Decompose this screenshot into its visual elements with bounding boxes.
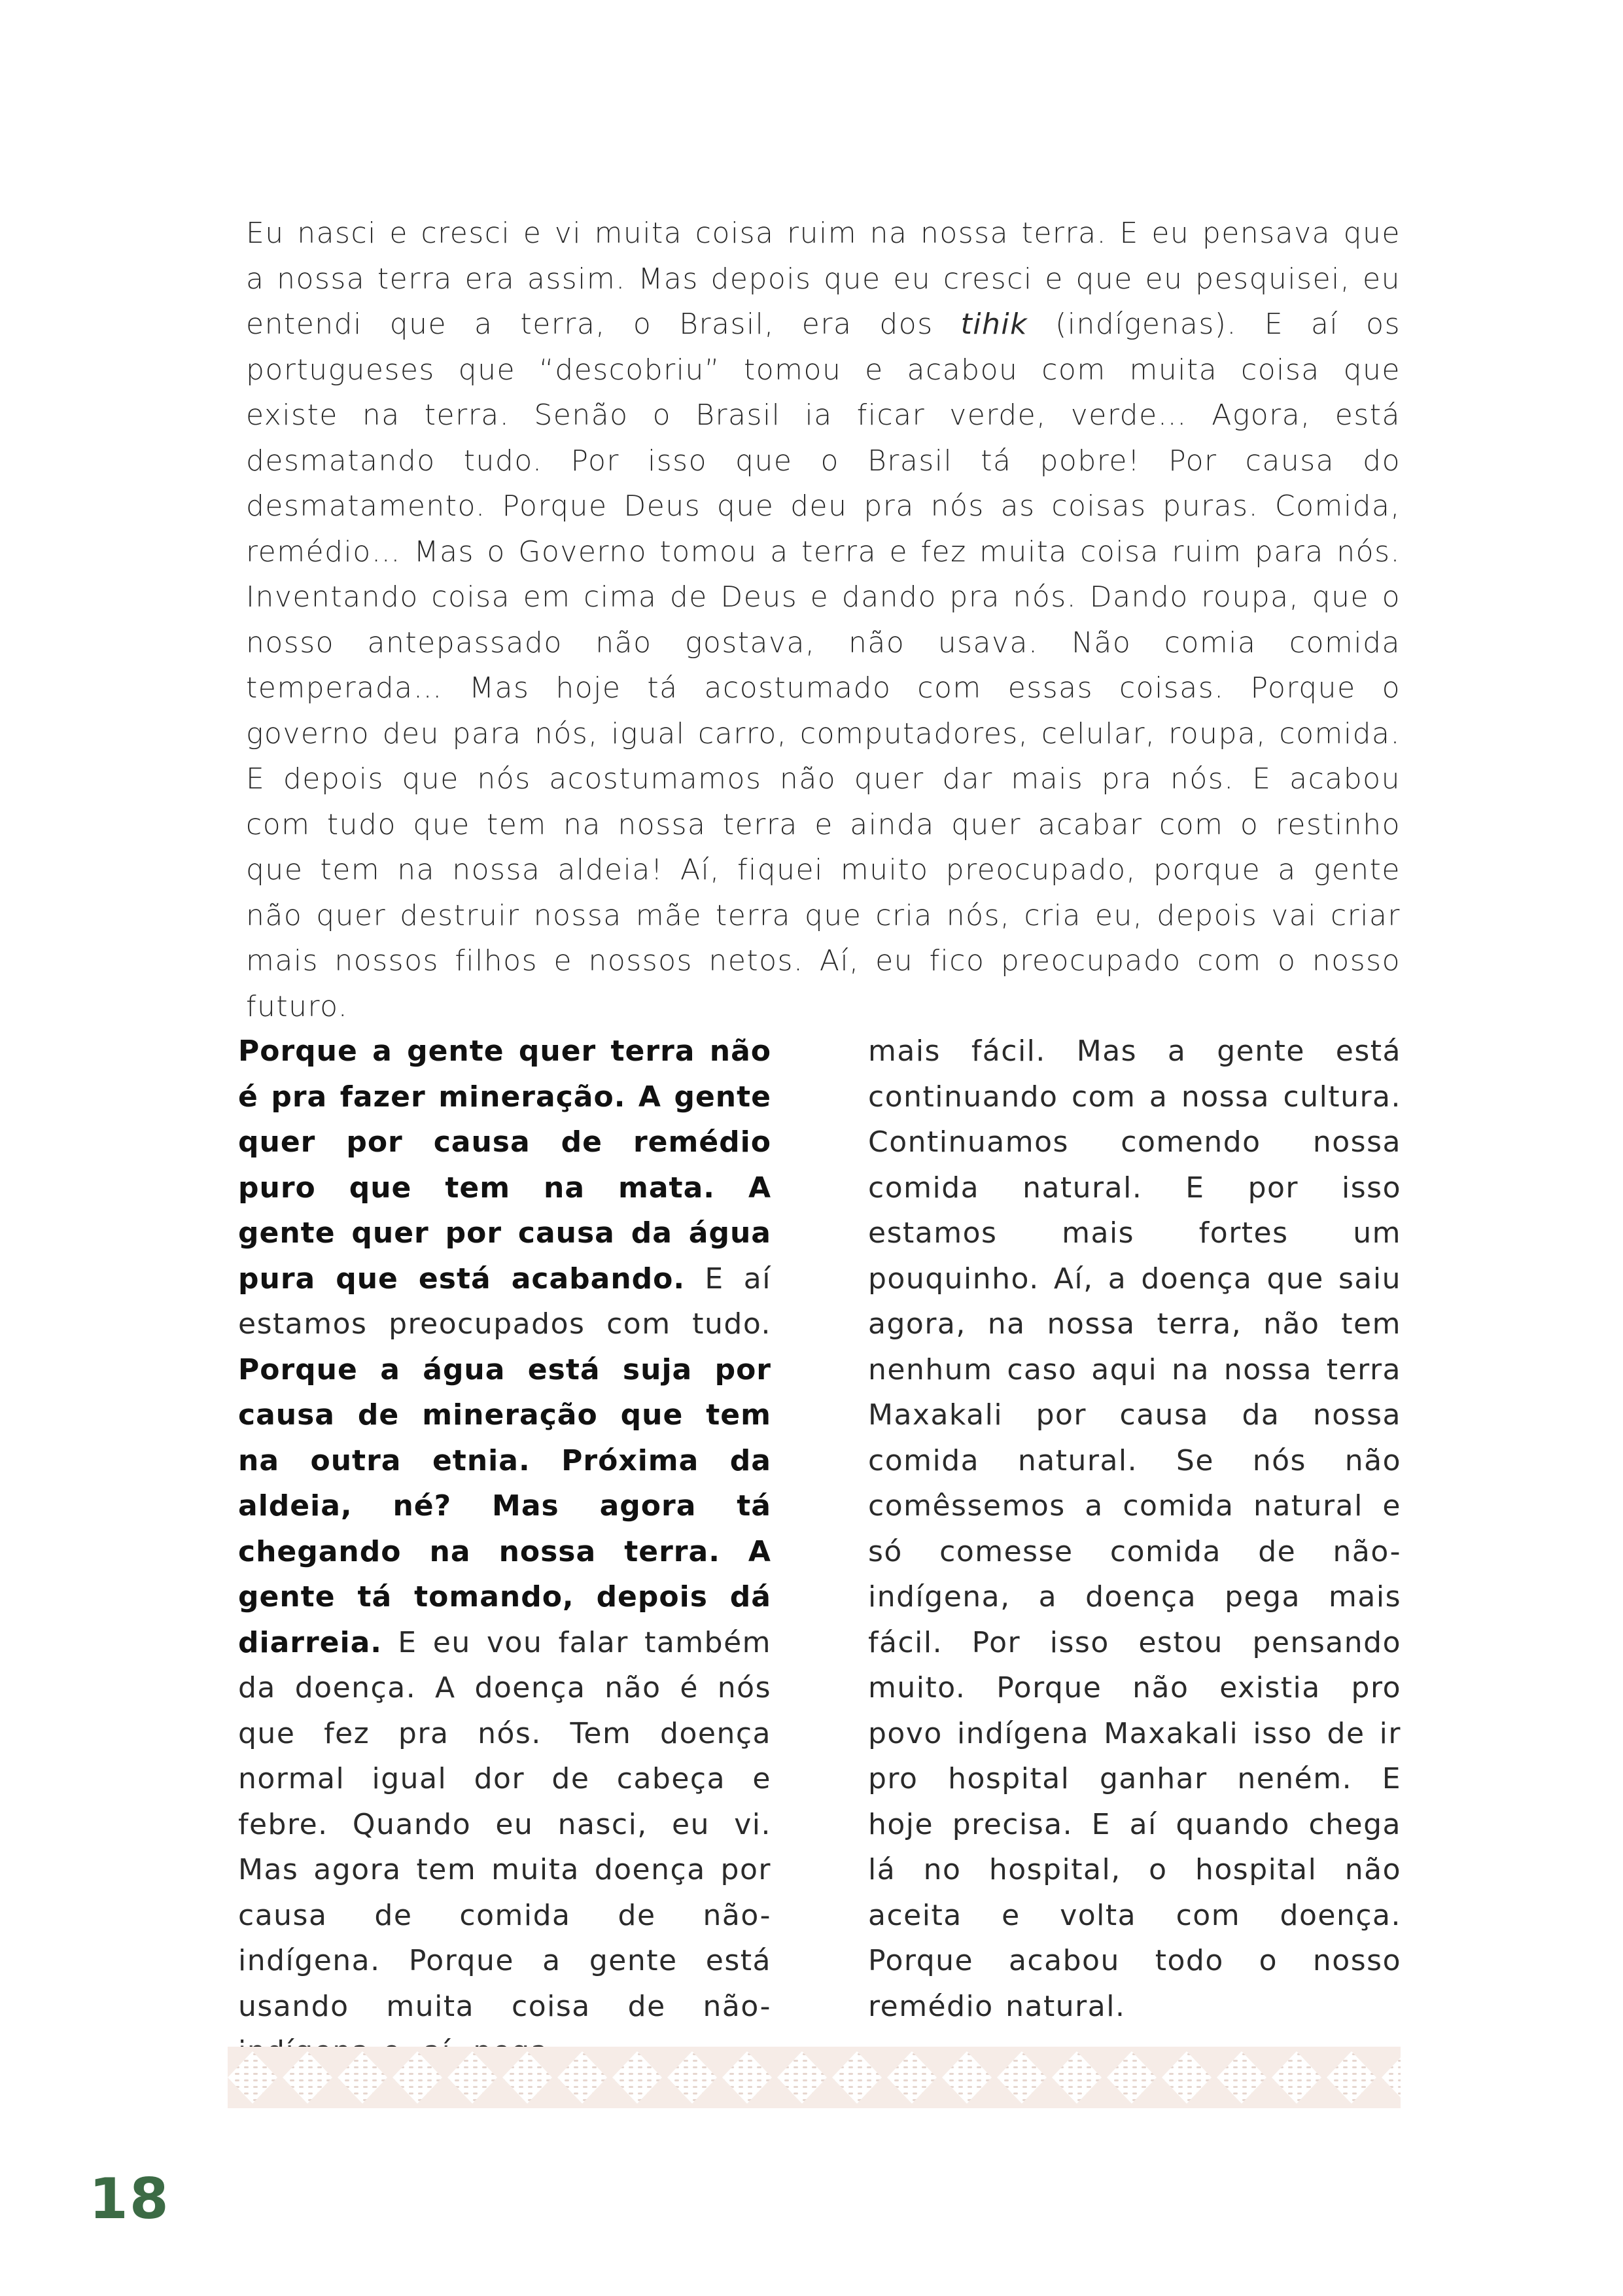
- diamond-motif: [887, 2051, 937, 2104]
- page-number: 18: [89, 2166, 170, 2232]
- diamond-motif: [228, 2051, 277, 2104]
- intro-paragraph: [246, 211, 1401, 1029]
- diamond-motif: [612, 2051, 662, 2104]
- diamond-motif: [997, 2051, 1047, 2104]
- intro-text-part2: (indígenas). E aí os portugueses que “descobriu” tomou e acabou com muita coisa que existe na terra. Senão o Brasil ia ficar verde, verde… Agora, está desmatando tudo. Por isso que o Brasil tá pobre! Por causa do desmatamento. Porque Deus que deu pra nós as coisas puras. Comida, remédio… Mas o Governo tomou a terra e fez muita coisa ruim para nós. Inventando coisa em cima de Deus e dando pra nós. Dando roupa, que o nosso antepassado não gostava, não usava. Não comia comida temperada… Mas hoje tá acostumado com essas coisas. Porque o governo deu para nós, igual carro, computadores, celular, roupa, comida. E depois que nós acostumamos não quer dar mais pra nós. E acabou com tudo que tem na nossa terra e ainda quer acabar com o restinho que tem na nossa aldeia! Aí, fiquei muito preocupado, porque a gente não quer destruir nossa mãe terra que cria nós, cria eu, depois vai criar mais nossos filhos e nossos netos. Aí, eu fico preocupado com o nosso futuro.: [246, 308, 1401, 1023]
- diamond-motif: [832, 2051, 882, 2104]
- left-bold-passage-1: Porque a gente quer terra não é pra fazer mineração. A gente quer por causa de remédio puro que tem na mata. A gente quer por causa da água pura que está acabando.: [238, 1034, 771, 1296]
- diamond-motif: [447, 2051, 497, 2104]
- left-text-passage-1: E aí estamos preocupados com tudo.: [238, 1262, 771, 1341]
- diamond-motif: [942, 2051, 992, 2104]
- diamond-motif: [502, 2051, 552, 2104]
- diamond-motif: [1382, 2051, 1401, 2104]
- left-column: [238, 1029, 771, 2075]
- decorative-pattern-band: [228, 2047, 1401, 2108]
- diamond-motif: [338, 2051, 387, 2104]
- diamond-motif: [667, 2051, 717, 2104]
- diamond-motif: [777, 2051, 827, 2104]
- right-text: mais fácil. Mas a gente está continuando com a nossa cultura. Continuamos comendo nossa comida natural. E por isso estamos mais fortes um pouquinho. Aí, a doença que saiu agora, na nossa terra, não tem nenhum caso aqui na nossa terra Maxakali por causa da nossa comida natural. Se nós não comêssemos a comida natural e só comesse comida de não-indígena, a doença pega mais fácil. Por isso estou pensando muito. Porque não existia pro povo indígena Maxakali isso de ir pro hospital ganhar neném. E hoje precisa. E aí quando chega lá no hospital, o hospital não aceita e volta com doença. Porque acabou todo o nosso remédio natural.: [868, 1034, 1401, 2023]
- left-text-passage-2: E eu vou falar também da doença. A doença não é nós que fez pra nós. Tem doença normal igual dor de cabeça e febre. Quando eu nasci, eu vi. Mas agora tem muita doença por causa de comida de não-indígena. Porque a gente está usando muita coisa de não-: [238, 1625, 771, 2023]
- diamond-motif: [283, 2051, 332, 2104]
- intro-term-tihik: tihik: [960, 308, 1028, 341]
- diamond-pattern-icon: [228, 2047, 1401, 2108]
- diamond-motif: [393, 2051, 442, 2104]
- left-bold-passage-2: Porque a água está suja por causa de mineração que tem na outra etnia. Próxima da aldeia, né? Mas agora tá chegando na nossa terra. A gente tá tomando, depois dá diarreia.: [238, 1352, 771, 1659]
- diamond-motif: [1272, 2051, 1321, 2104]
- right-column: [868, 1029, 1401, 2029]
- diamond-motif: [722, 2051, 772, 2104]
- diamond-motif: [1052, 2051, 1102, 2104]
- diamond-motif: [557, 2051, 607, 2104]
- diamond-motif: [1327, 2051, 1376, 2104]
- diamond-motif: [1217, 2051, 1266, 2104]
- diamond-motif: [1162, 2051, 1212, 2104]
- diamond-motif: [1107, 2051, 1157, 2104]
- intro-text-part1: Eu nasci e cresci e vi muita coisa ruim na nossa terra. E eu pensava que a nossa terra era assim. Mas depois que eu cresci e que eu pesquisei, eu entendi que a terra, o Brasil, era dos: [246, 217, 1401, 341]
